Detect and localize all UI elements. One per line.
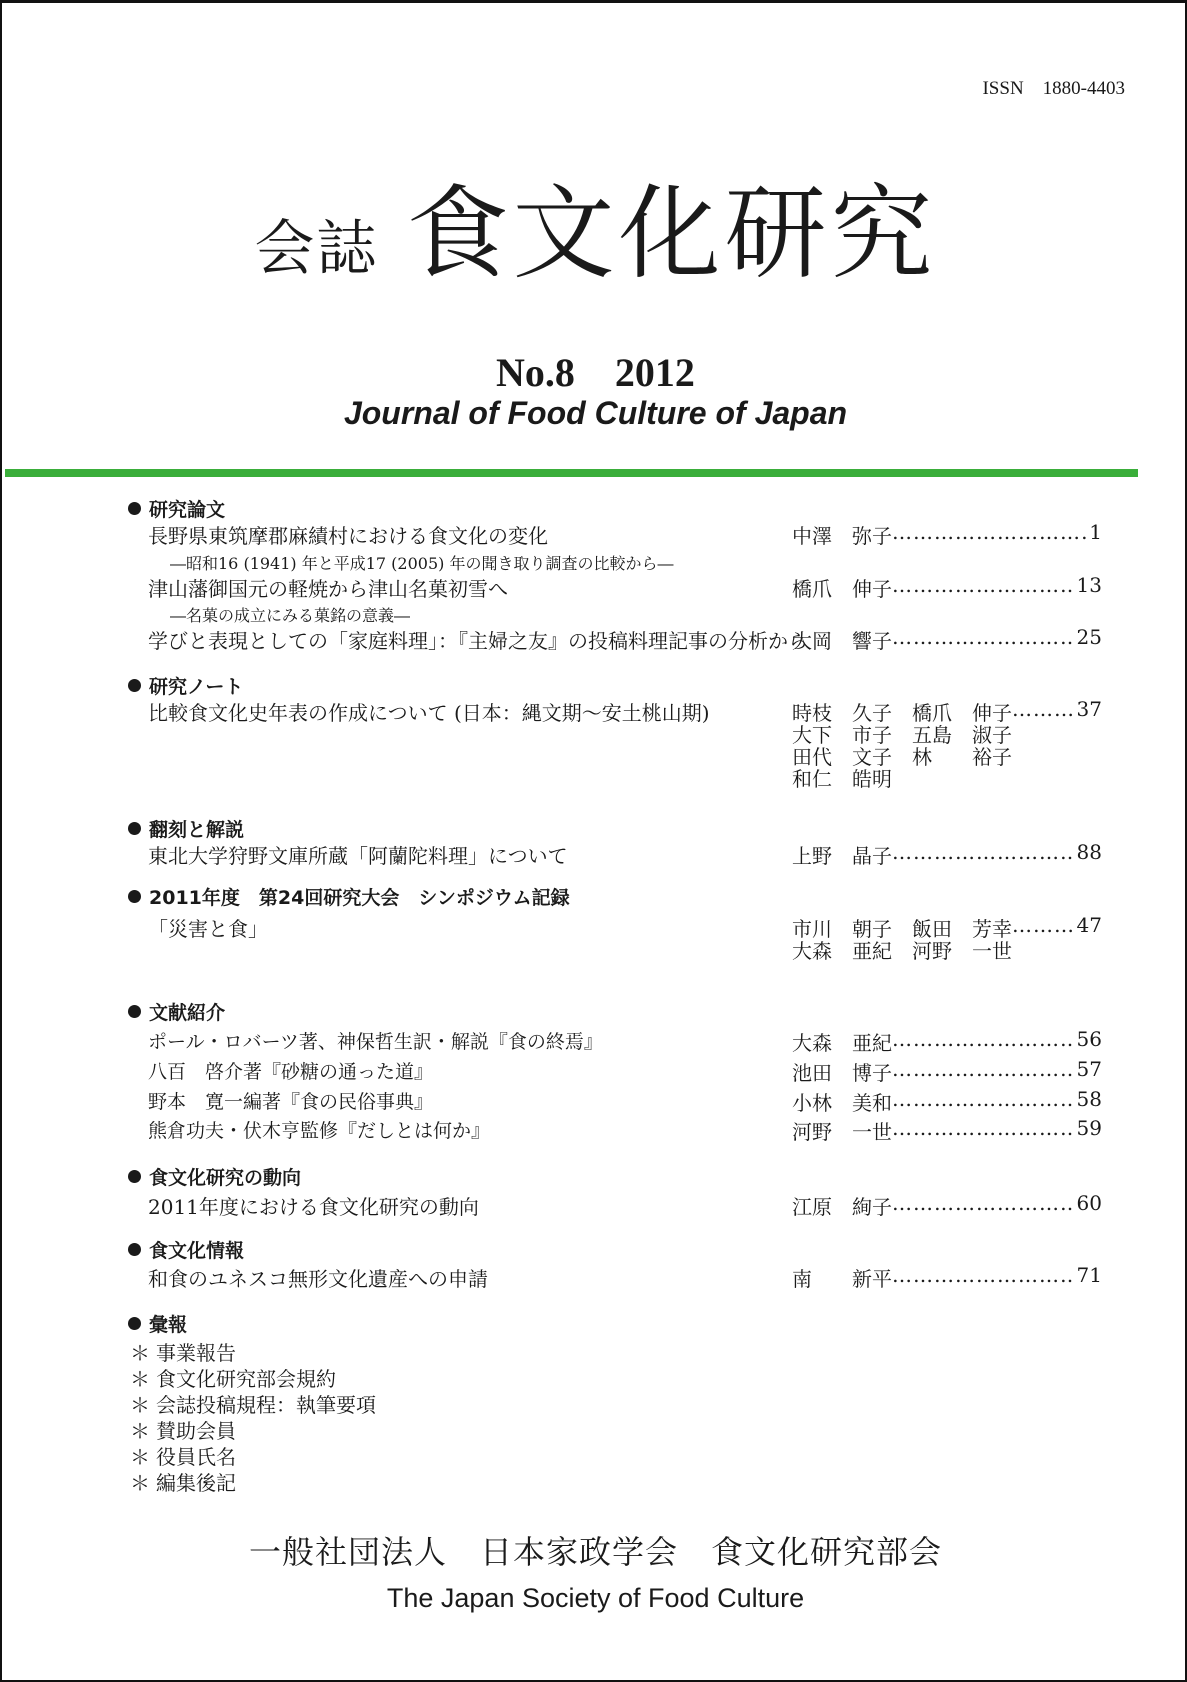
toc-author-page: 市川 朝子 飯田 芳幸 …………………………………………………………… 47 — [792, 913, 1102, 942]
asterisk-icon: ＊ — [130, 1445, 150, 1469]
asterisk-icon: ＊ — [130, 1393, 150, 1417]
toc-item-title: 学びと表現としての「家庭料理」：『主婦之友』の投稿料理記事の分析から — [148, 629, 808, 653]
toc-item-title: 野本 寛一編著『食の民俗事典』 — [148, 1091, 434, 1113]
issue-number: No.8 2012 — [496, 350, 695, 395]
page-number: 88 — [1076, 840, 1102, 864]
toc-author-page: 上野 晶子 …………………………………………………………… 88 — [792, 840, 1102, 869]
section-heading: 彙報 — [128, 1310, 187, 1337]
page-number: 1 — [1089, 520, 1102, 544]
toc-item-title: 「災害と食」 — [148, 917, 268, 941]
section-heading: 2011年度 第24回研究大会 シンポジウム記録 — [128, 883, 570, 910]
green-divider — [5, 469, 1138, 477]
section-heading: 翻刻と解説 — [128, 815, 244, 842]
asterisk-icon: ＊ — [130, 1341, 150, 1365]
page-number: 25 — [1076, 625, 1102, 649]
bullet-icon — [128, 1170, 141, 1183]
asterisk-icon: ＊ — [130, 1471, 150, 1495]
section-heading: 食文化研究の動向 — [128, 1163, 301, 1190]
page-number: 37 — [1076, 697, 1102, 721]
section-heading: 研究論文 — [128, 495, 225, 522]
toc-author-page: 南 新平 …………………………………………………………… 71 — [792, 1263, 1102, 1292]
journal-english-title: Journal of Food Culture of Japan — [343, 395, 848, 431]
title-prefix: 会誌 — [254, 214, 379, 284]
page-number: 60 — [1076, 1191, 1102, 1215]
page-number: 59 — [1076, 1116, 1102, 1140]
toc-item-title: 東北大学狩野文庫所蔵「阿蘭陀料理」について — [148, 844, 568, 868]
toc-item-title: 和食のユネスコ無形文化遺産への申請 — [148, 1267, 488, 1291]
page-number: 58 — [1076, 1087, 1102, 1111]
section-heading: 食文化情報 — [128, 1236, 244, 1263]
toc-item-title: ポール・ロバーツ著、神保哲生訳・解説『食の終焉』 — [148, 1031, 603, 1053]
bullet-icon — [128, 822, 141, 835]
bullet-icon — [128, 1243, 141, 1256]
toc-item-title: 津山藩御国元の軽焼から津山名菓初雪へ — [148, 577, 508, 601]
title-main: 食文化研究 — [406, 175, 937, 294]
toc-author-page: 橋爪 伸子 …………………………………………………………… 13 — [792, 573, 1102, 602]
section-heading: 研究ノート — [128, 672, 243, 699]
toc-author-line: 和仁 皓明 — [792, 767, 892, 791]
page-number: 71 — [1076, 1263, 1102, 1287]
list-item: ＊ 食文化研究部会規約 — [130, 1363, 336, 1392]
page-number: 56 — [1076, 1027, 1102, 1051]
asterisk-icon: ＊ — [130, 1367, 150, 1391]
toc-author-line: 大下 市子 五島 淑子 — [792, 723, 1012, 747]
toc-author-page: 時枝 久子 橋爪 伸子 …………………………………………………………… 37 — [792, 697, 1102, 726]
bullet-icon — [128, 679, 141, 692]
toc-author-page: 江原 絢子 …………………………………………………………… 60 — [792, 1191, 1102, 1220]
toc-item-subtitle: ―名菓の成立にみる菓銘の意義― — [170, 606, 411, 625]
list-item: ＊ 会誌投稿規程：執筆要項 — [130, 1389, 376, 1418]
toc-author-line: 大森 亜紀 河野 一世 — [792, 939, 1012, 963]
bullet-icon — [128, 502, 141, 515]
list-item: ＊ 事業報告 — [130, 1337, 236, 1366]
toc-item-title: 比較食文化史年表の作成について (日本：縄文期～安土桃山期) — [148, 701, 710, 725]
bullet-icon — [128, 1005, 141, 1018]
page-number: 13 — [1076, 573, 1102, 597]
bullet-icon — [128, 1317, 141, 1330]
toc-author-page: 大岡 響子 …………………………………………………………… 25 — [792, 625, 1102, 654]
list-item: ＊ 賛助会員 — [130, 1415, 236, 1444]
list-item: ＊ 役員氏名 — [130, 1441, 236, 1470]
toc-author-line: 田代 文子 林 裕子 — [792, 745, 1012, 769]
publisher-english-name: The Japan Society of Food Culture — [386, 1583, 805, 1613]
bullet-icon — [128, 890, 141, 903]
toc-item-title: 長野県東筑摩郡麻績村における食文化の変化 — [148, 524, 548, 548]
toc-author-page: 大森 亜紀 …………………………………………………………… 56 — [792, 1027, 1102, 1056]
journal-title — [2, 153, 1187, 299]
toc-author-page: 小林 美和 …………………………………………………………… 58 — [792, 1087, 1102, 1116]
toc-item-title: 2011年度における食文化研究の動向 — [148, 1195, 479, 1219]
toc-item-subtitle: ―昭和16 (1941) 年と平成17 (2005) 年の聞き取り調査の比較から― — [170, 554, 674, 573]
asterisk-icon: ＊ — [130, 1419, 150, 1443]
page-number: 57 — [1076, 1057, 1102, 1081]
publisher-name: 一般社団法人 日本家政学会 食文化研究部会 — [248, 1533, 942, 1571]
toc-author-page: 河野 一世 …………………………………………………………… 59 — [792, 1116, 1102, 1145]
toc-item-title: 熊倉功夫・伏木亨監修『だしとは何か』 — [148, 1120, 491, 1142]
toc-author-page: 中澤 弥子 …………………………………………………………… 1 — [792, 520, 1102, 549]
page-number: 47 — [1076, 913, 1102, 937]
list-item: ＊ 編集後記 — [130, 1467, 236, 1496]
section-heading: 文献紹介 — [128, 998, 225, 1025]
toc-author-page: 池田 博子 …………………………………………………………… 57 — [792, 1057, 1102, 1086]
toc-item-title: 八百 啓介著『砂糖の通った道』 — [148, 1061, 434, 1083]
issn-number: ISSN 1880-4403 — [982, 78, 1125, 99]
